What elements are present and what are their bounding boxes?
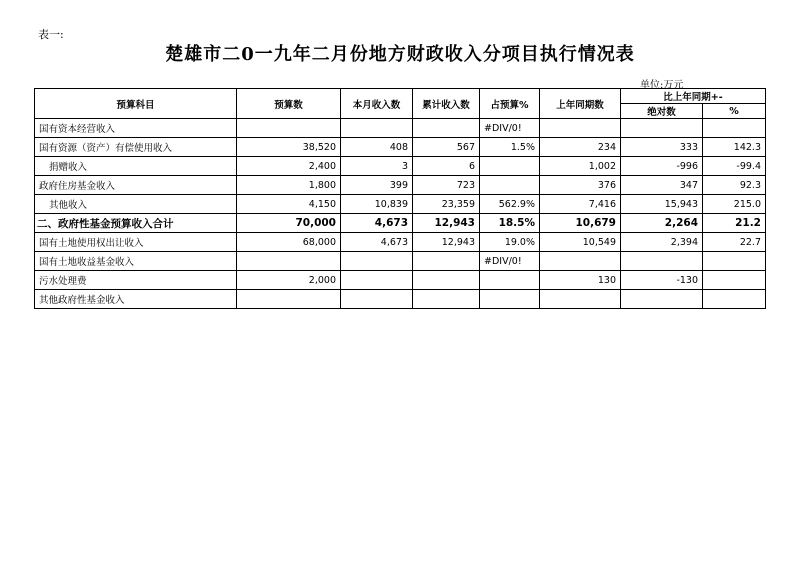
header-percent: %	[703, 104, 766, 119]
cell-last-year	[540, 252, 621, 271]
cell-subject: 污水处理费	[35, 271, 237, 290]
header-absolute: 绝对数	[621, 104, 703, 119]
cell-cumulative	[413, 271, 480, 290]
table-row	[35, 214, 766, 233]
header-subject: 预算科目	[35, 89, 237, 119]
cell-cumulative	[413, 252, 480, 271]
cell-ratio	[480, 157, 540, 176]
cell-last-year: 130	[540, 271, 621, 290]
cell-month	[341, 290, 413, 309]
cell-percent: 21.2	[703, 214, 766, 233]
cell-subject: 政府住房基金收入	[35, 176, 237, 195]
table-row	[35, 233, 766, 252]
cell-budget: 4,150	[237, 195, 341, 214]
cell-absolute: 2,264	[621, 214, 703, 233]
unit-label: 单位:万元	[640, 80, 684, 91]
table-body	[35, 119, 766, 309]
cell-ratio: 18.5%	[480, 214, 540, 233]
cell-month: 10,839	[341, 195, 413, 214]
cell-budget: 70,000	[237, 214, 341, 233]
cell-ratio	[480, 271, 540, 290]
table-row	[35, 157, 766, 176]
cell-last-year: 1,002	[540, 157, 621, 176]
cell-absolute: -130	[621, 271, 703, 290]
table-header	[35, 89, 766, 119]
table-row	[35, 176, 766, 195]
cell-cumulative: 567	[413, 138, 480, 157]
document-label: 表一:	[38, 28, 64, 41]
cell-subject: 二、政府性基金预算收入合计	[35, 214, 237, 233]
cell-budget	[237, 119, 341, 138]
header-month: 本月收入数	[341, 89, 413, 119]
cell-percent: 22.7	[703, 233, 766, 252]
cell-absolute: 347	[621, 176, 703, 195]
header-compare: 比上年同期+-	[621, 89, 766, 104]
table-row	[35, 195, 766, 214]
cell-cumulative: 23,359	[413, 195, 480, 214]
cell-month	[341, 119, 413, 138]
cell-absolute: -996	[621, 157, 703, 176]
cell-absolute: 333	[621, 138, 703, 157]
cell-percent	[703, 271, 766, 290]
cell-absolute: 15,943	[621, 195, 703, 214]
cell-cumulative: 6	[413, 157, 480, 176]
cell-month: 4,673	[341, 233, 413, 252]
cell-last-year	[540, 119, 621, 138]
cell-absolute	[621, 252, 703, 271]
cell-last-year: 7,416	[540, 195, 621, 214]
cell-percent	[703, 252, 766, 271]
table-row	[35, 252, 766, 271]
cell-subject: 其他政府性基金收入	[35, 290, 237, 309]
cell-subject: 捐赠收入	[35, 157, 237, 176]
header-last-year: 上年同期数	[540, 89, 621, 119]
cell-budget: 1,800	[237, 176, 341, 195]
table-row	[35, 271, 766, 290]
cell-percent	[703, 119, 766, 138]
cell-ratio: #DIV/0!	[480, 252, 540, 271]
cell-budget: 2,000	[237, 271, 341, 290]
cell-ratio: #DIV/0!	[480, 119, 540, 138]
cell-ratio	[480, 290, 540, 309]
cell-budget: 38,520	[237, 138, 341, 157]
cell-budget	[237, 290, 341, 309]
cell-ratio	[480, 176, 540, 195]
cell-ratio: 19.0%	[480, 233, 540, 252]
cell-ratio: 1.5%	[480, 138, 540, 157]
cell-month	[341, 252, 413, 271]
cell-month: 399	[341, 176, 413, 195]
cell-subject: 其他收入	[35, 195, 237, 214]
cell-month	[341, 271, 413, 290]
header-cumulative: 累计收入数	[413, 89, 480, 119]
header-ratio: 占预算%	[480, 89, 540, 119]
cell-month: 3	[341, 157, 413, 176]
cell-subject: 国有资源（资产）有偿使用收入	[35, 138, 237, 157]
cell-ratio: 562.9%	[480, 195, 540, 214]
cell-absolute	[621, 119, 703, 138]
cell-percent: 142.3	[703, 138, 766, 157]
header-budget: 预算数	[237, 89, 341, 119]
cell-last-year: 234	[540, 138, 621, 157]
cell-month: 408	[341, 138, 413, 157]
cell-subject: 国有土地收益基金收入	[35, 252, 237, 271]
cell-last-year: 10,549	[540, 233, 621, 252]
cell-cumulative	[413, 290, 480, 309]
cell-budget: 2,400	[237, 157, 341, 176]
table-row	[35, 290, 766, 309]
cell-last-year: 376	[540, 176, 621, 195]
cell-percent: 215.0	[703, 195, 766, 214]
cell-percent	[703, 290, 766, 309]
table-row	[35, 138, 766, 157]
cell-month: 4,673	[341, 214, 413, 233]
cell-cumulative	[413, 119, 480, 138]
cell-last-year: 10,679	[540, 214, 621, 233]
cell-subject: 国有土地使用权出让收入	[35, 233, 237, 252]
cell-budget	[237, 252, 341, 271]
cell-last-year	[540, 290, 621, 309]
cell-cumulative: 12,943	[413, 214, 480, 233]
cell-subject: 国有资本经营收入	[35, 119, 237, 138]
cell-absolute: 2,394	[621, 233, 703, 252]
cell-budget: 68,000	[237, 233, 341, 252]
cell-cumulative: 12,943	[413, 233, 480, 252]
table-row	[35, 119, 766, 138]
cell-percent: -99.4	[703, 157, 766, 176]
revenue-table	[34, 88, 766, 309]
page-title: 楚雄市二0一九年二月份地方财政收入分项目执行情况表	[165, 44, 635, 65]
cell-cumulative: 723	[413, 176, 480, 195]
cell-percent: 92.3	[703, 176, 766, 195]
cell-absolute	[621, 290, 703, 309]
